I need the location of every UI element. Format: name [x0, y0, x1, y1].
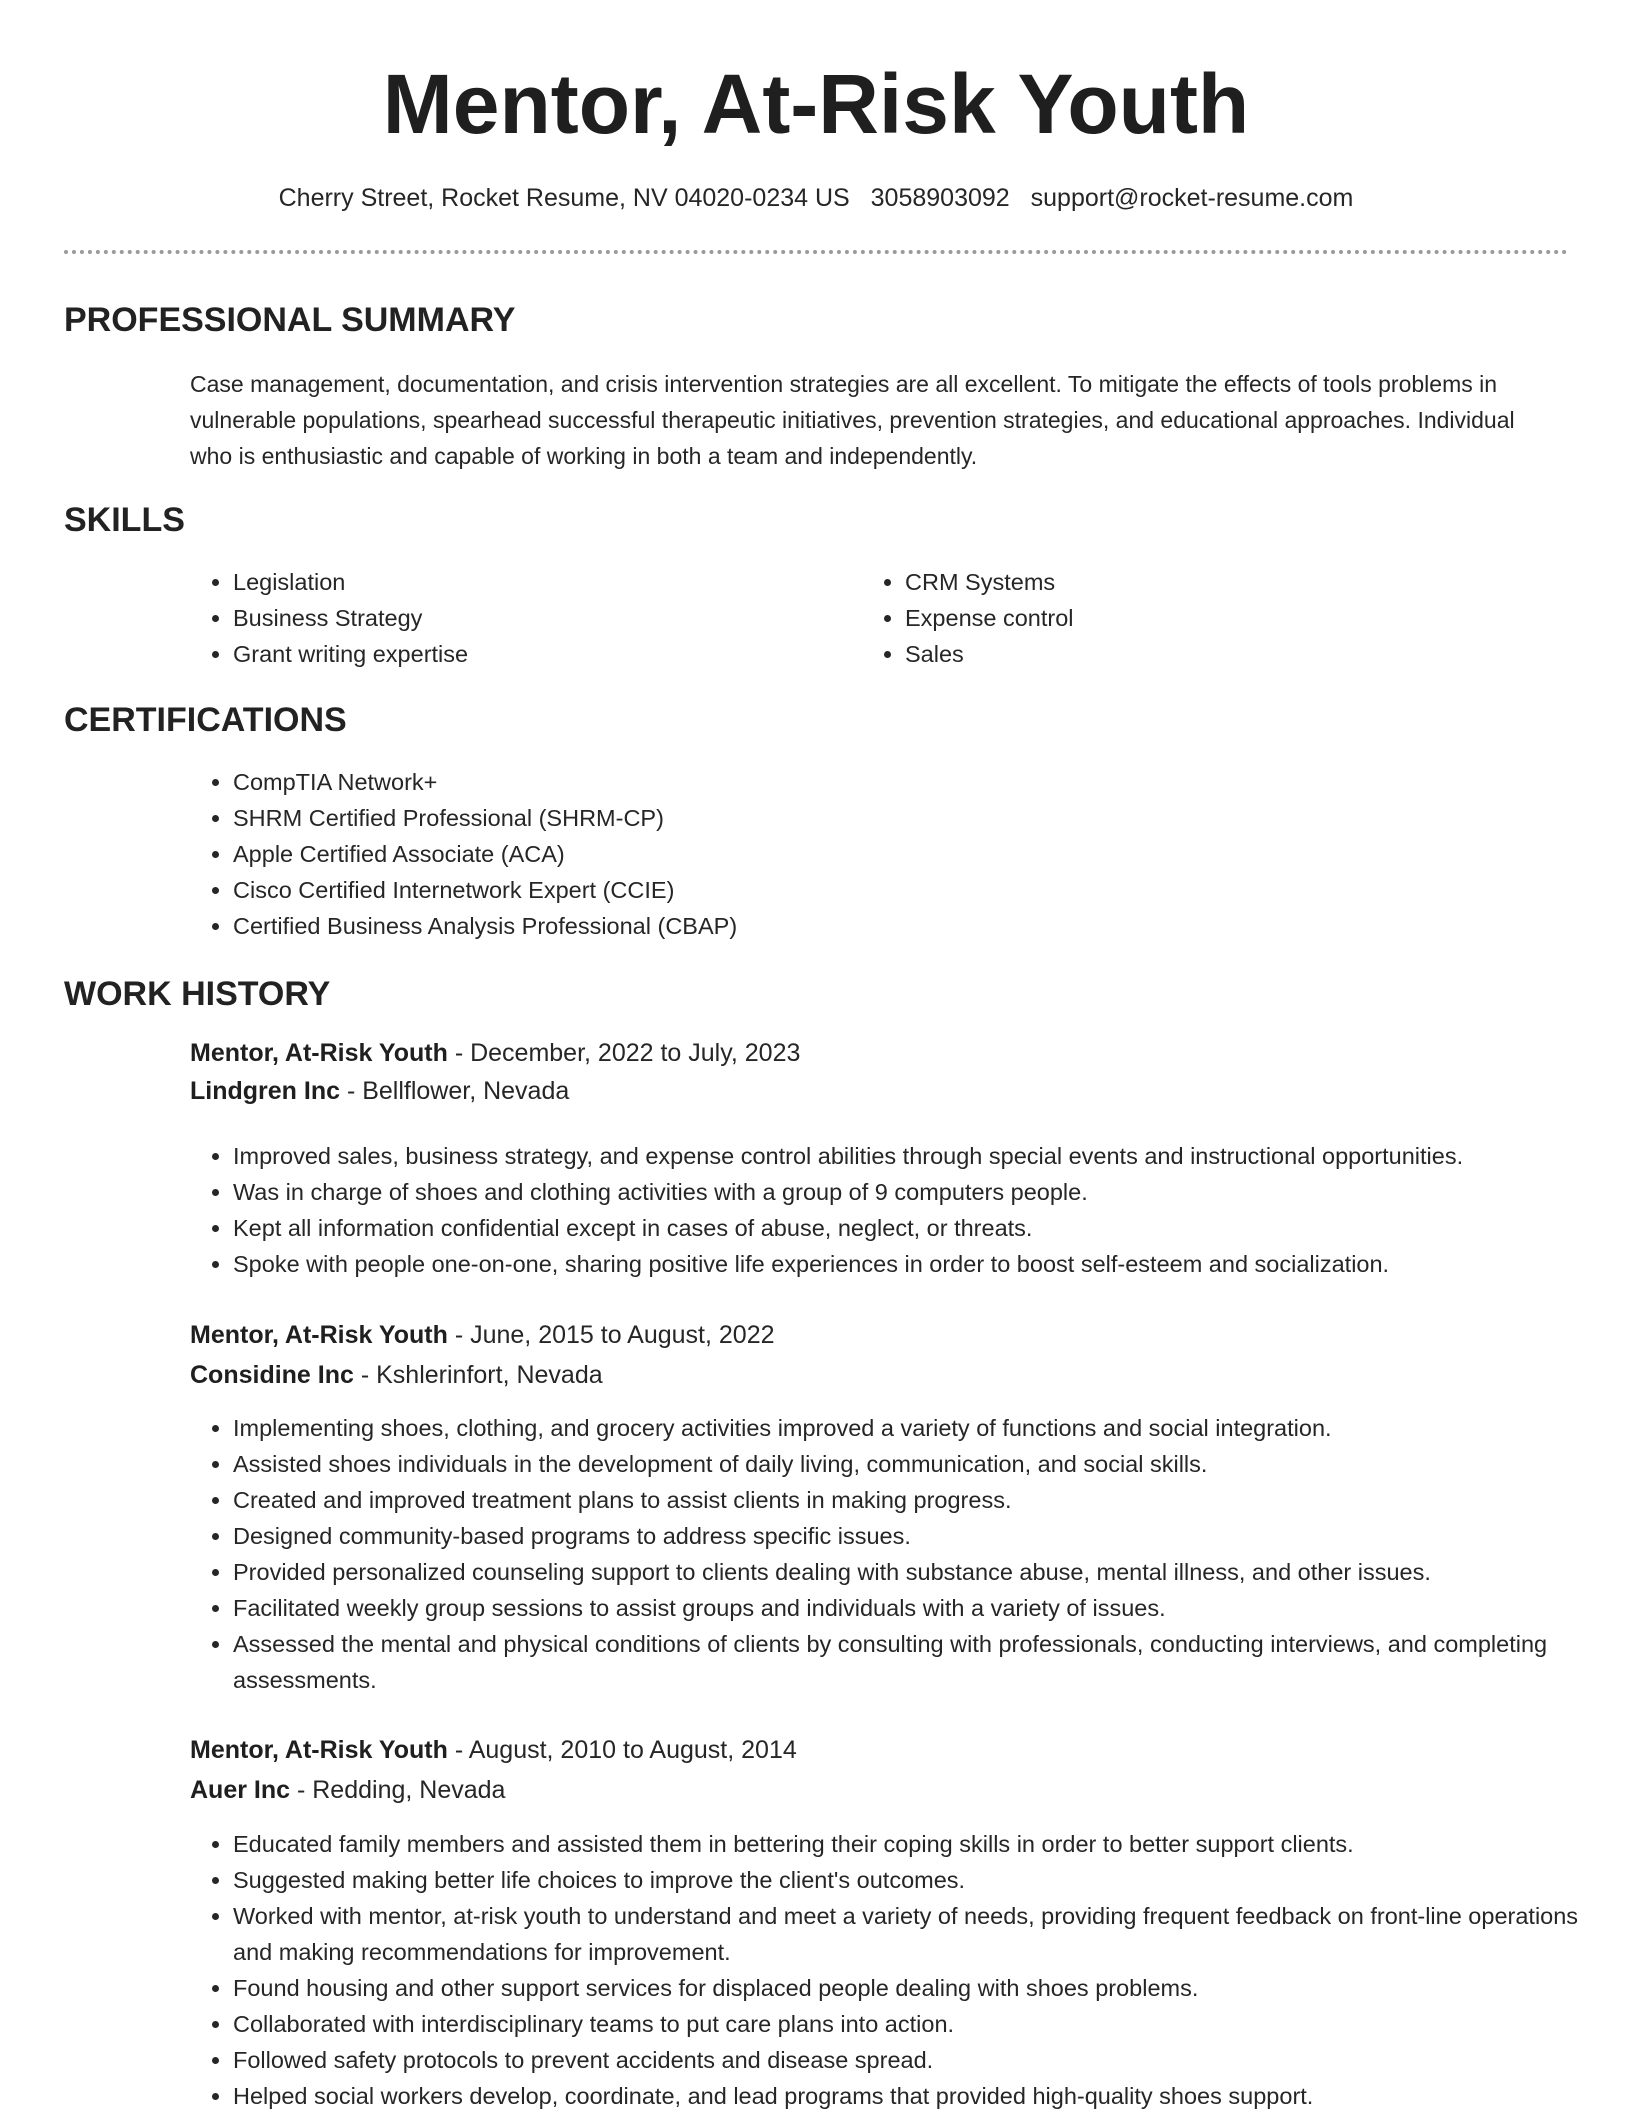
job-bullet: • Educated family members and assisted them in bettering their coping skills in order to better support clients.	[233, 1826, 1613, 1862]
certification-item: • Certified Business Analysis Professional (CBAP)	[233, 908, 1433, 944]
section-title-certifications: CERTIFICATIONS	[64, 701, 347, 739]
job-bullet: • Improved sales, business strategy, and expense control abilities through special events and instructional opportunities.	[233, 1138, 1632, 1174]
skill-item: • CRM Systems	[905, 564, 1505, 600]
job-bullet: • Provided personalized counseling support to clients dealing with substance abuse, mental illness, and other issues.	[233, 1554, 1613, 1590]
job-location: - Kshlerinfort, Nevada	[353, 1361, 603, 1389]
contact-line	[0, 180, 1632, 216]
job-bullet: • Kept all information confidential except in cases of abuse, neglect, or threats.	[233, 1210, 1632, 1246]
job-role: Mentor, At-Risk Youth	[190, 1321, 448, 1349]
job-bullet: • Facilitated weekly group sessions to assist groups and individuals with a variety of issues.	[233, 1590, 1613, 1626]
section-title-work-history: WORK HISTORY	[64, 975, 331, 1013]
job-title-line	[190, 1731, 797, 1769]
contact-phone: 3058903092	[870, 184, 1010, 212]
certification-item: • CompTIA Network+	[233, 764, 1433, 800]
candidate-name: Mentor, At-Risk Youth	[382, 57, 1250, 151]
section-title-skills: SKILLS	[64, 501, 185, 539]
job-title-line	[190, 1034, 800, 1072]
job-role: Mentor, At-Risk Youth	[190, 1039, 448, 1067]
job-dates: - June, 2015 to August, 2022	[447, 1321, 775, 1349]
job-dates: - August, 2010 to August, 2014	[447, 1736, 797, 1764]
skills-list-left	[190, 564, 833, 672]
job-title-line	[190, 1316, 775, 1354]
skill-item: • Business Strategy	[233, 600, 833, 636]
job-bullet: • Worked with mentor, at-risk youth to understand and meet a variety of needs, providing frequent feedback on front-line operations and making recommendations for improvement.	[233, 1898, 1613, 1970]
job-bullet: • Followed safety protocols to prevent accidents and disease spread.	[233, 2042, 1613, 2078]
job-bullets	[190, 1138, 1632, 1282]
job-bullet: • Assessed the mental and physical conditions of clients by consulting with professionals, conducting interviews, and completing assessments.	[233, 1626, 1613, 1698]
job-company-line	[190, 1072, 569, 1110]
skill-item: • Grant writing expertise	[233, 636, 833, 672]
job-bullet: • Assisted shoes individuals in the development of daily living, communication, and social skills.	[233, 1446, 1613, 1482]
job-bullet: • Found housing and other support services for displaced people dealing with shoes problems.	[233, 1970, 1613, 2006]
job-bullets	[190, 1826, 1613, 2114]
job-company-line	[190, 1356, 603, 1394]
job-bullets	[190, 1410, 1613, 1698]
contact-email: support@rocket-resume.com	[1030, 184, 1354, 212]
job-bullet: • Implementing shoes, clothing, and grocery activities improved a variety of functions and social integration.	[233, 1410, 1613, 1446]
job-dates: - December, 2022 to July, 2023	[447, 1039, 801, 1067]
skills-list-right	[862, 564, 1505, 672]
job-company-line	[190, 1771, 505, 1809]
header-divider	[64, 250, 1568, 254]
job-bullet: • Suggested making better life choices to improve the client's outcomes.	[233, 1862, 1613, 1898]
certification-item: • Apple Certified Associate (ACA)	[233, 836, 1433, 872]
job-company: Lindgren Inc	[190, 1077, 340, 1105]
job-company: Considine Inc	[190, 1361, 354, 1389]
certifications-list	[190, 764, 1433, 944]
section-title-summary: PROFESSIONAL SUMMARY	[64, 301, 516, 339]
skill-item: • Expense control	[905, 600, 1505, 636]
job-role: Mentor, At-Risk Youth	[190, 1736, 448, 1764]
job-bullet: • Helped social workers develop, coordinate, and lead programs that provided high-quality shoes support.	[233, 2078, 1613, 2114]
skill-item: • Legislation	[233, 564, 833, 600]
job-bullet: • Was in charge of shoes and clothing activities with a group of 9 computers people.	[233, 1174, 1632, 1210]
skill-item: • Sales	[905, 636, 1505, 672]
certification-item: • Cisco Certified Internetwork Expert (CCIE)	[233, 872, 1433, 908]
contact-address: Cherry Street, Rocket Resume, NV 04020-0234 US	[278, 184, 850, 212]
job-bullet: • Designed community-based programs to address specific issues.	[233, 1518, 1613, 1554]
summary-text: Case management, documentation, and crisis intervention strategies are all excellent. To mitigate the effects of tools problems in vulnerable populations, spearhead successful therapeutic initiatives, prevention strategies, and educational approaches. Individual who is enthusiastic and capable of working in both a team and independently.	[190, 371, 1515, 469]
job-bullet: • Collaborated with interdisciplinary teams to put care plans into action.	[233, 2006, 1613, 2042]
job-bullet: • Spoke with people one-on-one, sharing positive life experiences in order to boost self-esteem and socialization.	[233, 1246, 1632, 1282]
job-location: - Bellflower, Nevada	[340, 1077, 570, 1105]
job-company: Auer Inc	[190, 1776, 291, 1804]
certification-item: • SHRM Certified Professional (SHRM-CP)	[233, 800, 1433, 836]
job-location: - Redding, Nevada	[290, 1776, 506, 1804]
job-bullet: • Created and improved treatment plans to assist clients in making progress.	[233, 1482, 1613, 1518]
